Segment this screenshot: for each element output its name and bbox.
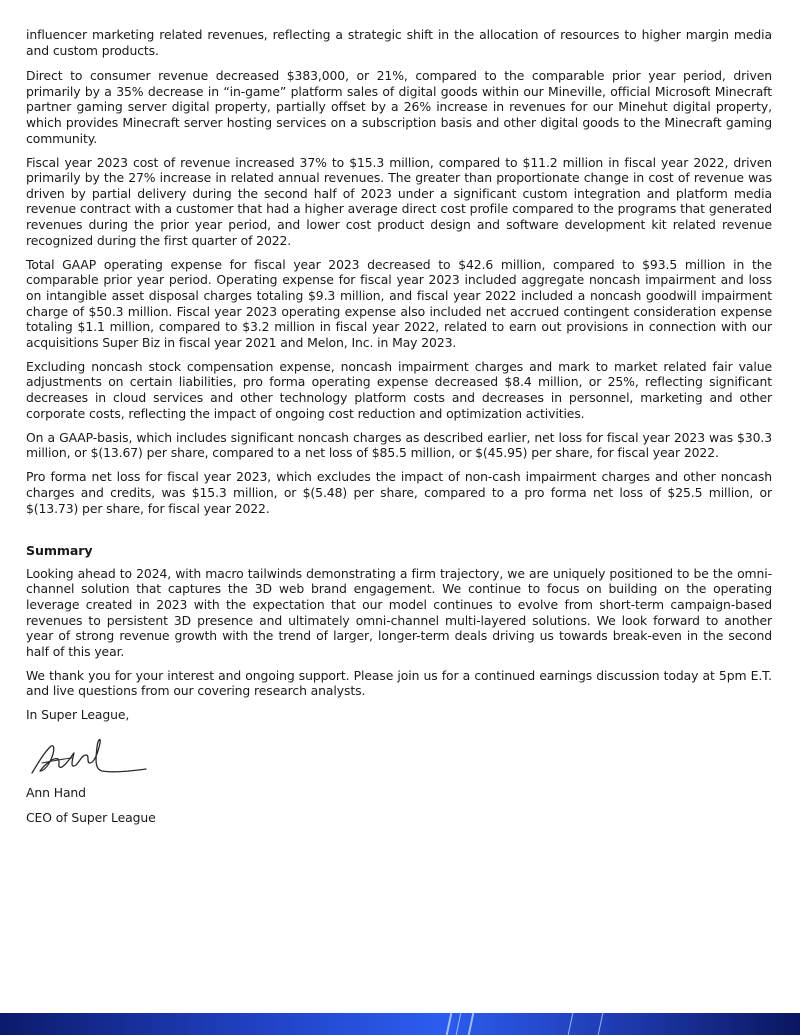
footer-light-streak (568, 1013, 574, 1035)
body-paragraph: Fiscal year 2023 cost of revenue increased 37% to $15.3 million, compared to $11.2 million in fiscal year 2022, driven primarily by the 27% increase in related annual revenues. The greater than proportionate change in cost of revenue was driven by partial delivery during the second half of 2023 under a significant custom integration and platform media revenue contract with a customer that had a higher average direct cost profile compared to the programs that generated revenues during the prior year period, and lower cost product design and software development kit related revenue recognized during the first quarter of 2022. (26, 154, 772, 248)
summary-paragraph: We thank you for your interest and ongoing support. Please join us for a continued earnings discussion today at 5pm E.T. and live questions from our covering research analysts. (26, 667, 772, 699)
body-paragraph: Direct to consumer revenue decreased $383,000, or 21%, compared to the comparable prior year period, driven primarily by a 35% decrease in “in-game” platform sales of digital goods within our Mineville, official Microsoft Minecraft partner gaming server digital property, partially offset by a 26% increase in revenues for our Minehut digital property, which provides Minecraft server hosting services on a subscription basis and other digital goods to the Minecraft gaming community. (26, 68, 772, 146)
letter-body (26, 27, 772, 834)
summary-section (26, 543, 772, 825)
body-paragraph: influencer marketing related revenues, reflecting a strategic shift in the allocation of resources to higher margin media and custom products. (26, 27, 772, 58)
footer-decorative-band (0, 1013, 800, 1035)
footer-light-streak (446, 1013, 453, 1035)
summary-paragraph: Looking ahead to 2024, with macro tailwinds demonstrating a firm trajectory, we are uniquely positioned to be the omni-channel solution that captures the 3D web brand engagement. We continue to focus on building on the operating leverage created in 2023 with the expectation that our model continues to evolve from short-term campaign-based revenues to persistent 3D presence and ultimately omni-channel multi-layered solutions. We look forward to another year of strong revenue growth with the trend of larger, longer-term deals driving us towards break-even in the second half of this year. (26, 565, 772, 659)
body-paragraph: On a GAAP-basis, which includes significant noncash charges as described earlier, net loss for fiscal year 2023 was $30.3 million, or $(13.67) per share, compared to a net loss of $85.5 million, or $(45.95) per share, for fiscal year 2022. (26, 429, 772, 461)
signer-name: Ann Hand (26, 785, 86, 801)
signer-title: CEO of Super League (26, 809, 156, 825)
handwritten-signature (28, 733, 148, 781)
body-paragraph: Excluding noncash stock compensation expense, noncash impairment charges and mark to market related fair value adjustments on certain liabilities, pro forma operating expense decreased $8.4 million, or 25%, reflecting significant decreases in cloud services and other technology platform costs and decreases in personnel, marketing and other corporate costs, reflecting the impact of ongoing cost reduction and optimization activities. (26, 358, 772, 421)
footer-light-streak (598, 1013, 604, 1035)
closing-salutation: In Super League, (26, 707, 130, 723)
footer-light-streak (456, 1013, 462, 1035)
body-paragraph: Pro forma net loss for fiscal year 2023, which excludes the impact of non-cash impairment charges and other noncash charges and credits, was $15.3 million, or $(5.48) per share, compared to a pro forma net loss of $25.5 million, or $(13.73) per share, for fiscal year 2022. (26, 469, 772, 516)
footer-light-streak (468, 1013, 475, 1035)
body-paragraph: Total GAAP operating expense for fiscal year 2023 decreased to $42.6 million, compared to $93.5 million in the comparable prior year period. Operating expense for fiscal year 2023 included aggregate noncash impairment and loss on intangible asset disposal charges totaling $9.3 million, and fiscal year 2022 included a noncash goodwill impairment charge of $50.3 million. Fiscal year 2023 operating expense also included net accrued contingent consideration expense totaling $1.1 million, compared to $3.2 million in fiscal year 2022, related to earn out provisions in connection with our acquisitions Super Biz in fiscal year 2021 and Melon, Inc. in May 2023. (26, 256, 772, 350)
summary-heading: Summary (26, 543, 93, 559)
